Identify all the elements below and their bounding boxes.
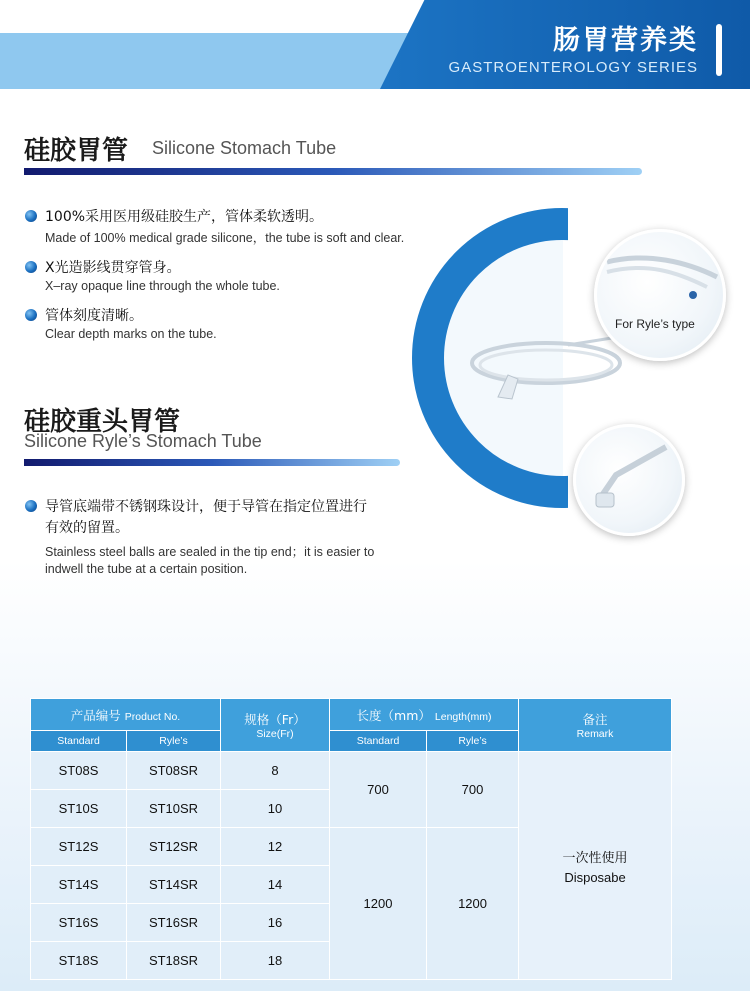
ryles-type-label: For Ryle’s type [615, 317, 695, 331]
ryles-no-cell: ST16SR [127, 904, 221, 942]
length-ryles-cell: 1200 [427, 828, 519, 980]
section1-divider [24, 168, 642, 175]
remark-en: Disposabe [564, 869, 626, 885]
length-ryles-cell: 700 [427, 752, 519, 828]
length-header-cn: 长度（mm） [356, 707, 431, 723]
remark-cn: 一次性使用 [562, 849, 628, 865]
connector-icon [576, 427, 682, 533]
ryles-no-cell: ST10SR [127, 790, 221, 828]
standard-no-cell: ST18S [31, 942, 127, 980]
size-header [221, 699, 330, 752]
section1-title-en: Silicone Stomach Tube [152, 138, 337, 158]
feature-text-en: X–ray opaque line through the whole tube. [45, 279, 280, 293]
banner-accent-bar [716, 24, 722, 76]
feature-text-cn: X光造影线贯穿管身。 [45, 260, 181, 276]
ryles-tube-icon [597, 232, 723, 358]
size-cell: 10 [221, 790, 330, 828]
remark-header [519, 699, 672, 752]
ryles-no-cell: ST08SR [127, 752, 221, 790]
standard-no-cell: ST10S [31, 790, 127, 828]
size-cell: 18 [221, 942, 330, 980]
feature-text-en: Clear depth marks on the tube. [45, 327, 217, 341]
feature-text-en-line2: indwell the tube at a certain position. [45, 562, 248, 576]
bullet-icon [25, 261, 37, 273]
remark-header-cn: 备注 [582, 712, 608, 727]
product-no-standard-header: Standard [31, 731, 127, 752]
standard-no-cell: ST08S [31, 752, 127, 790]
spec-table [30, 698, 672, 980]
size-header-en: Size(Fr) [256, 728, 294, 740]
section2-title-en: Silicone Ryle’s Stomach Tube [24, 431, 262, 451]
ryles-no-cell: ST12SR [127, 828, 221, 866]
series-title-en: GASTROENTEROLOGY SERIES [448, 59, 698, 76]
feature-text-en-line1: Stainless steel balls are sealed in the tip end；it is easier to [45, 545, 375, 559]
tube-connector-photo [573, 424, 685, 536]
table-row [31, 752, 672, 790]
size-cell: 14 [221, 866, 330, 904]
feature-text-cn-line2: 有效的留置。 [45, 520, 129, 536]
size-cell: 12 [221, 828, 330, 866]
standard-no-cell: ST16S [31, 904, 127, 942]
remark-cell [519, 752, 672, 980]
ryles-no-cell: ST14SR [127, 866, 221, 904]
product-no-header [31, 699, 221, 731]
section1-title-cn: 硅胶胃管 [24, 136, 129, 166]
length-header [330, 699, 519, 731]
remark-header-en: Remark [576, 728, 614, 740]
product-no-ryles-header: Ryle’s [127, 731, 221, 752]
size-header-cn: 规格（Fr） [244, 712, 306, 727]
feature-text-cn-line1: 导管底端带不锈钢珠设计，便于导管在指定位置进行 [45, 499, 367, 515]
length-header-en: Length(mm) [434, 710, 492, 723]
bullet-icon [25, 309, 37, 321]
standard-no-cell: ST14S [31, 866, 127, 904]
feature-text-cn: 管体刻度清晰。 [45, 308, 143, 324]
ryles-tube-photo [594, 229, 726, 361]
product-no-header-cn: 产品编号 [70, 707, 121, 723]
section2-title-cn: 硅胶重头胃管 [24, 407, 181, 437]
size-cell: 16 [221, 904, 330, 942]
feature-text-en: Made of 100% medical grade silicone，the tube is soft and clear. [45, 231, 405, 245]
size-cell: 8 [221, 752, 330, 790]
length-ryles-header: Ryle’s [427, 731, 519, 752]
bullet-icon [25, 500, 37, 512]
product-no-header-en: Product No. [124, 710, 181, 723]
series-title-cn: 肠胃营养类 [553, 25, 698, 56]
bullet-icon [25, 210, 37, 222]
length-standard-cell: 700 [330, 752, 427, 828]
standard-no-cell: ST12S [31, 828, 127, 866]
length-standard-header: Standard [330, 731, 427, 752]
length-standard-cell: 1200 [330, 828, 427, 980]
feature-text-cn: 100%采用医用级硅胶生产，管体柔软透明。 [45, 209, 324, 225]
section2-divider [24, 459, 400, 466]
ryles-no-cell: ST18SR [127, 942, 221, 980]
